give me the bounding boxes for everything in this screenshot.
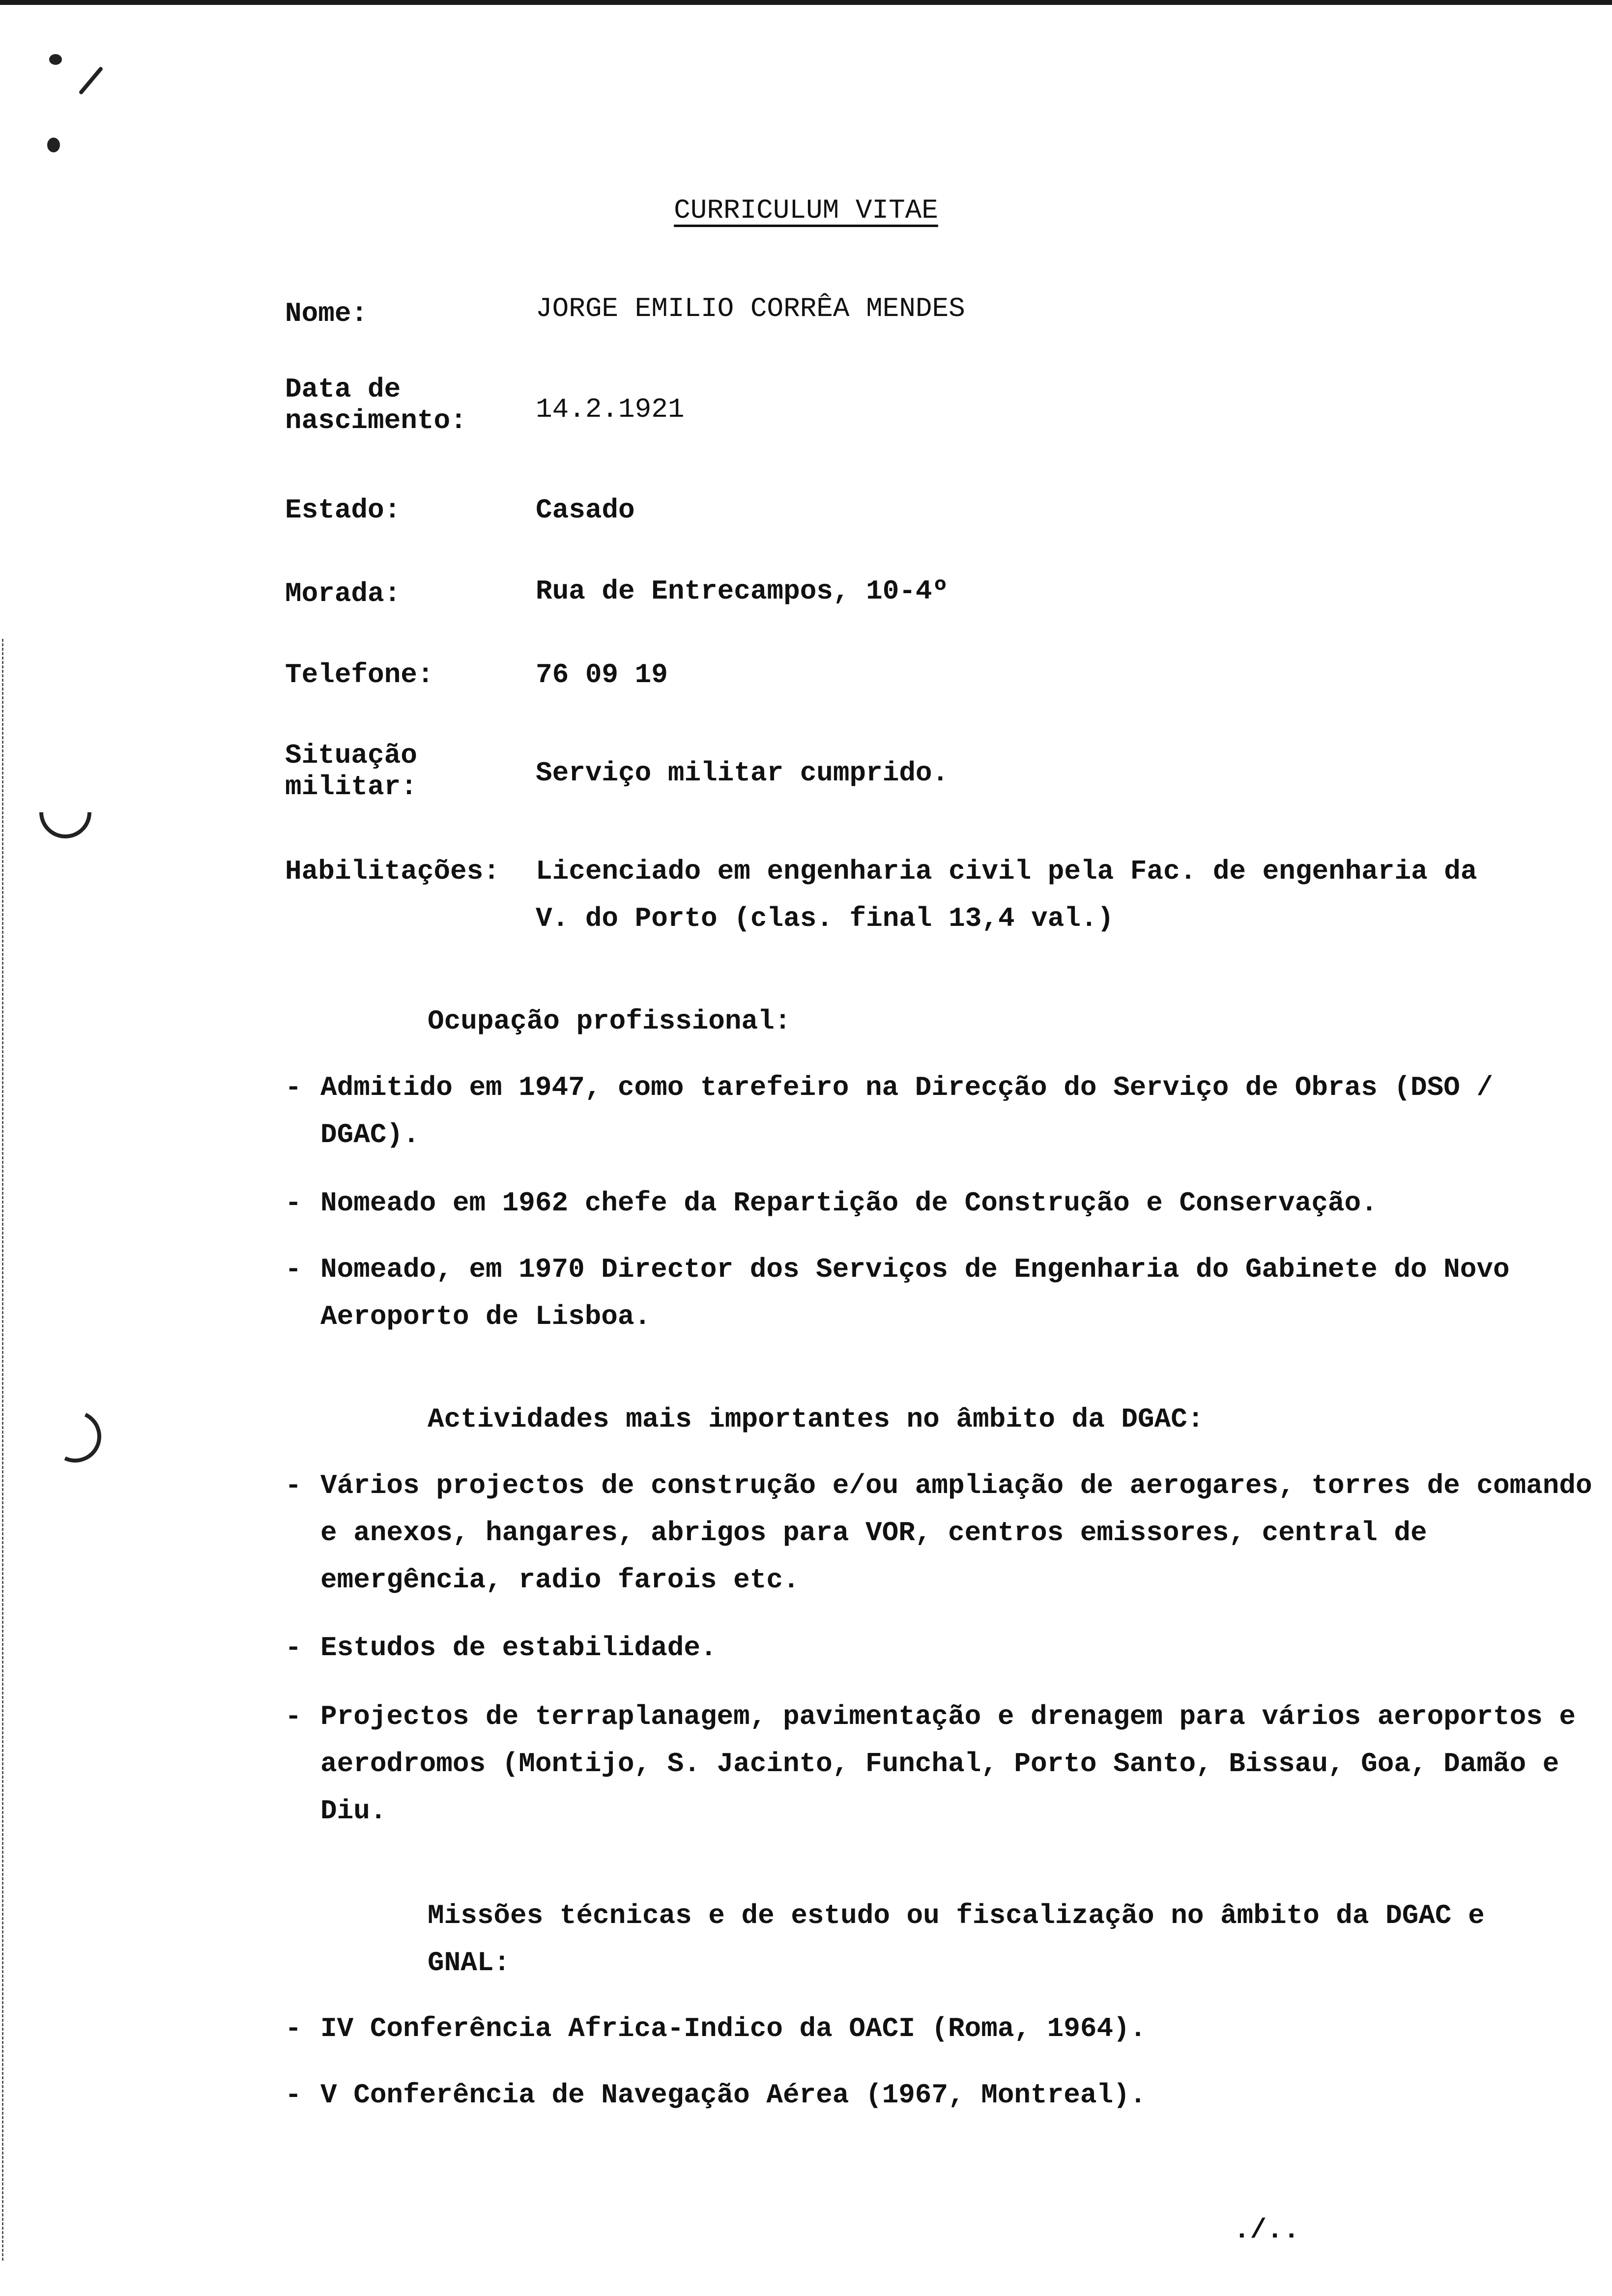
list-item: - Estudos de estabilidade. bbox=[285, 1624, 1608, 1671]
field-value-nome: JORGE EMILIO CORRÊA MENDES bbox=[536, 293, 965, 324]
punch-hole-mark bbox=[29, 775, 102, 849]
list-item: - Nomeado em 1962 chefe da Repartição de Construção e Conservação. bbox=[285, 1179, 1608, 1227]
list-item: - Nomeado, em 1970 Director dos Serviços de Engenharia do Gabinete do Novo Aeroporto de Lisboa. bbox=[285, 1246, 1608, 1340]
list-item: - V Conferência de Navegação Aérea (1967, Montreal). bbox=[285, 2071, 1608, 2119]
section-heading-ocupacao: Ocupação profissional: bbox=[428, 1005, 791, 1037]
field-label-situacao-militar: Situação militar: bbox=[285, 740, 417, 803]
document-title: CURRICULUM VITAE bbox=[674, 195, 938, 226]
list-item: - Admitido em 1947, como tarefeiro na Direcção do Serviço de Obras (DSO / DGAC). bbox=[285, 1064, 1608, 1158]
field-label-estado: Estado: bbox=[285, 494, 401, 526]
field-label-data-nascimento: Data de nascimento: bbox=[285, 373, 467, 436]
field-value-telefone: 76 09 19 bbox=[536, 659, 668, 690]
list-item: - Projectos de terraplanagem, pavimentação e drenagem para vários aeroportos e aerodromos (Montijo, S. Jacinto, Funchal, Porto Santo, Bissau, Goa, Damão e Diu. bbox=[285, 1693, 1608, 1835]
field-value-morada: Rua de Entrecampos, 10-4º bbox=[536, 575, 949, 607]
field-value-habilitacoes: Licenciado em engenharia civil pela Fac. de engenharia da V. do Porto (clas. final 13,4 val.) bbox=[536, 856, 1477, 934]
field-label-telefone: Telefone: bbox=[285, 659, 434, 690]
page-continuation-mark: ./.. bbox=[1234, 2214, 1300, 2246]
list-item: - IV Conferência Africa-Indico da OACI (Roma, 1964). bbox=[285, 2005, 1608, 2052]
field-value-estado: Casado bbox=[536, 494, 635, 526]
punch-hole-mark bbox=[42, 1403, 109, 1470]
scan-mark bbox=[49, 54, 62, 65]
binding-edge bbox=[2, 639, 9, 2261]
scan-mark bbox=[78, 66, 103, 95]
field-label-nome: Nome: bbox=[285, 298, 368, 329]
section-heading-missoes: Missões técnicas e de estudo ou fiscalização no âmbito da DGAC e GNAL: bbox=[428, 1900, 1485, 1979]
scan-top-edge bbox=[0, 0, 1612, 5]
field-value-situacao-militar: Serviço militar cumprido. bbox=[536, 757, 949, 789]
list-item: - Vários projectos de construção e/ou ampliação de aerogares, torres de comando e anexos, hangares, abrigos para VOR, centros emissores, central de emergência, radio farois etc. bbox=[285, 1462, 1608, 1604]
field-value-data-nascimento: 14.2.1921 bbox=[536, 394, 685, 425]
field-label-habilitacoes: Habilitações: bbox=[285, 856, 500, 887]
section-heading-actividades: Actividades mais importantes no âmbito da DGAC: bbox=[428, 1404, 1204, 1435]
scan-mark bbox=[47, 138, 60, 152]
field-label-morada: Morada: bbox=[285, 578, 401, 609]
